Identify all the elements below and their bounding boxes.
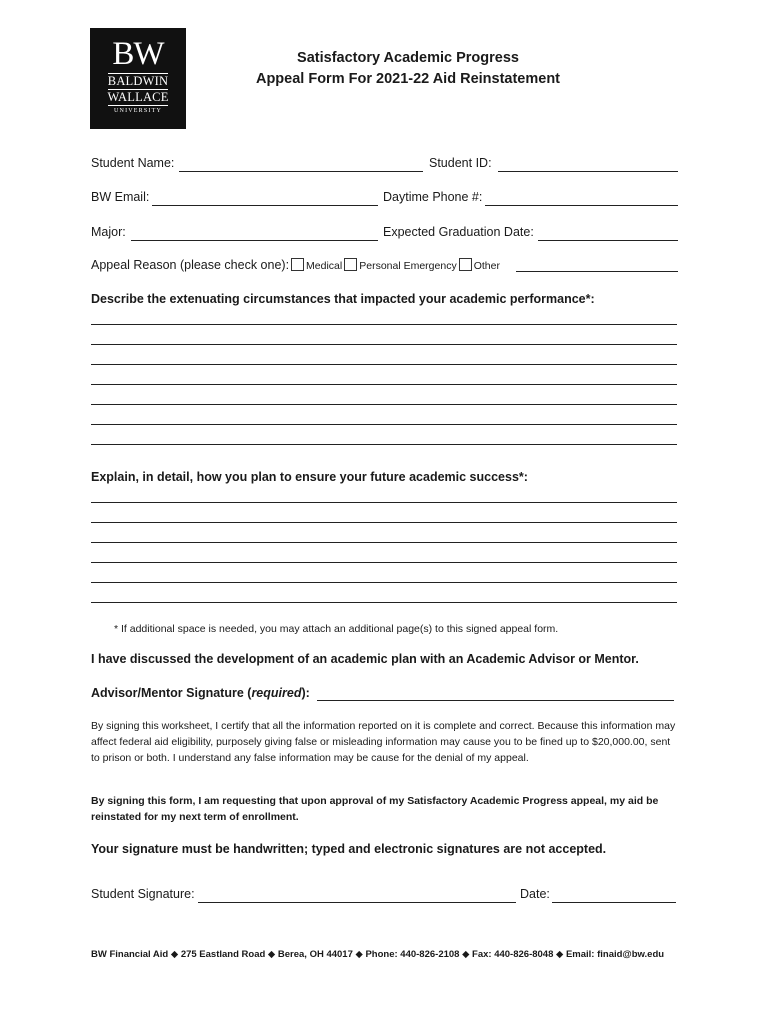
advisor-signature-field[interactable]: [317, 700, 674, 701]
logo-line-2: WALLACE: [107, 90, 169, 104]
bw-email-field[interactable]: [152, 205, 378, 206]
answer-line: [91, 384, 677, 385]
personal-emergency-checkbox[interactable]: [344, 258, 357, 271]
bw-email-label: BW Email:: [91, 190, 150, 204]
medical-label: Medical: [306, 260, 343, 272]
date-label: Date:: [520, 887, 550, 901]
appeal-reason-row: [91, 258, 500, 272]
answer-line: [91, 522, 677, 523]
advisor-statement: I have discussed the development of an academic plan with an Academic Advisor or Mentor.: [91, 652, 639, 666]
other-reason-field[interactable]: [516, 271, 678, 272]
logo-rule: [108, 105, 168, 106]
student-signature-field[interactable]: [198, 902, 516, 903]
answer-line: [91, 404, 677, 405]
advisor-signature-prefix: Advisor/Mentor Signature (: [91, 686, 252, 700]
appeal-reason-label: Appeal Reason (please check one):: [91, 258, 290, 272]
advisor-signature-suffix: ):: [301, 686, 310, 700]
advisor-signature-required: required: [251, 686, 302, 700]
major-field[interactable]: [131, 240, 378, 241]
answer-line: [91, 424, 677, 425]
handwritten-notice: Your signature must be handwritten; typed and electronic signatures are not accepted.: [91, 842, 607, 856]
major-label: Major:: [91, 225, 126, 239]
answer-line: [91, 582, 677, 583]
logo-bw: BW: [112, 36, 164, 72]
expected-graduation-field[interactable]: [538, 240, 678, 241]
answer-line: [91, 324, 677, 325]
certify-paragraph: By signing this worksheet, I certify that all the information reported on it is complete and correct. Because this information may affect federal aid eligibility, purposely giving false or misleading information may cause you to be fined up to $20,000.00, sent to prison or both. I understand any false information may be cause for the denial of my appeal.: [91, 720, 676, 764]
answer-line: [91, 444, 677, 445]
logo-line-3: UNIVERSITY: [114, 108, 162, 114]
describe-heading: Describe the extenuating circumstances that impacted your academic performance*:: [91, 292, 595, 306]
form-title-line-1: Satisfactory Academic Progress: [297, 50, 519, 66]
other-label: Other: [473, 260, 500, 272]
other-checkbox[interactable]: [459, 258, 472, 271]
student-signature-label: Student Signature:: [91, 887, 195, 901]
explain-heading: Explain, in detail, how you plan to ensure your future academic success*:: [91, 470, 528, 484]
expected-graduation-label: Expected Graduation Date:: [383, 225, 534, 239]
daytime-phone-field[interactable]: [485, 205, 678, 206]
answer-line: [91, 542, 677, 543]
bw-logo: [90, 28, 186, 129]
student-id-label: Student ID:: [429, 156, 492, 170]
personal-emergency-label: Personal Emergency: [359, 260, 457, 272]
logo-line-1: BALDWIN: [107, 74, 169, 88]
answer-line: [91, 364, 677, 365]
footer-contact: BW Financial Aid ◆ 275 Eastland Road ◆ Berea, OH 44017 ◆ Phone: 440-826-2108 ◆ Fax: 440-826-8048 ◆ Email: finaid@bw.edu: [91, 949, 665, 960]
form-title-line-2: Appeal Form For 2021-22 Aid Reinstatement: [255, 71, 561, 87]
student-name-label: Student Name:: [91, 156, 175, 170]
student-name-field[interactable]: [179, 171, 423, 172]
answer-line: [91, 602, 677, 603]
answer-line: [91, 344, 677, 345]
date-field[interactable]: [552, 902, 676, 903]
medical-checkbox[interactable]: [291, 258, 304, 271]
answer-line: [91, 562, 677, 563]
additional-space-note: * If additional space is needed, you may attach an additional page(s) to this signed appeal form.: [114, 623, 559, 635]
advisor-signature-label: [91, 686, 310, 700]
student-id-field[interactable]: [498, 171, 678, 172]
daytime-phone-label: Daytime Phone #:: [383, 190, 483, 204]
request-paragraph: By signing this form, I am requesting that upon approval of my Satisfactory Academic Progress appeal, my aid be reinstated for my next term of enrollment.: [91, 795, 659, 823]
answer-line: [91, 502, 677, 503]
